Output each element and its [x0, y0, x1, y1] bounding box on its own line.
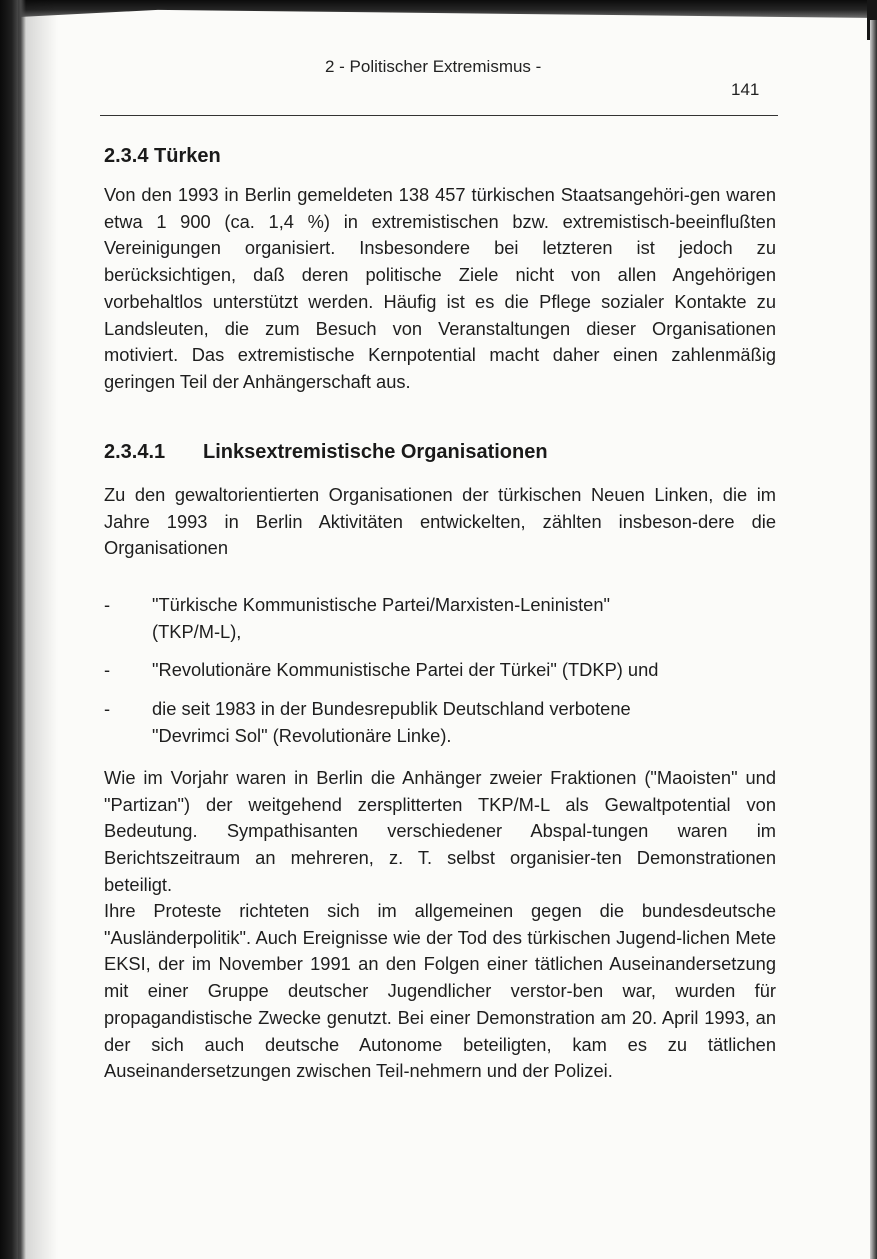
- subsection-title: Linksextremistische Organisationen: [203, 441, 548, 463]
- list-dash: -: [104, 659, 111, 681]
- list-item-line: die seit 1983 in der Bundesrepublik Deutschland verbotene: [152, 698, 631, 720]
- list-item-line: "Devrimci Sol" (Revolutionäre Linke).: [152, 724, 452, 746]
- subsection-heading: [104, 441, 548, 464]
- organisation-list: [104, 592, 774, 762]
- scan-edge-right: [870, 20, 877, 1259]
- subsection-paragraph-1: Wie im Vorjahr waren in Berlin die Anhänger zweier Fraktionen ("Maoisten" und "Partizan") der weitgehend zersplitterten TKP/M-L als Gewaltpotential von Bedeutung. Sympathisanten verschiedener Abspal-tungen waren im Berichtszeitraum an mehreren, z. T. selbst organisier-ten Demonstrationen beteiligt.: [104, 767, 776, 895]
- list-item: [104, 696, 774, 749]
- list-dash: -: [104, 698, 111, 720]
- subsection-number: 2.3.4.1: [104, 441, 166, 463]
- section-heading: 2.3.4 Türken: [104, 145, 221, 167]
- page-number: 141: [731, 80, 760, 99]
- subsection-paragraph-2: Ihre Proteste richteten sich im allgemeinen gegen die bundesdeutsche "Ausländerpolitik". Auch Ereignisse wie der Tod des türkischen Jugend-lichen Mete EKSI, der im November 1991 an den Folgen einer tätlichen Auseinandersetzung mit einer Gruppe deutscher Jugendlicher verstor-ben war, wurden für propagandistische Zwecke genutzt. Bei einer Demonstration am 20. April 1993, an der sich auch deutsche Autonome beteiligten, kam es zu tätlichen Auseinandersetzungen zwischen Teil-nehmern und der Polizei.: [104, 900, 776, 1082]
- section-paragraph: Von den 1993 in Berlin gemeldeten 138 457 türkischen Staatsangehöri-gen waren etwa 1 900 (ca. 1,4 %) in extremistischen bzw. extremistisch-beeinflußten Vereinigungen organisiert. Insbesondere bei letzteren ist jedoch zu berücksichtigen, daß deren politische Ziele nicht von allen Angehörigen vorbehaltlos unterstützt werden. Häufig ist es die Pflege sozialer Kontakte zu Landsleuten, die zum Besuch von Veranstaltungen dieser Organisationen motiviert. Das extremistische Kernpotential macht daher einen zahlenmäßig geringen Teil der Anhängerschaft aus.: [104, 184, 776, 392]
- list-item-line: "Revolutionäre Kommunistische Partei der Türkei" (TDKP) und: [152, 659, 659, 681]
- scan-edge-top: [0, 0, 877, 18]
- running-title: 2 - Politischer Extremismus -: [325, 57, 542, 76]
- header-rule: [100, 115, 778, 116]
- subsection-intro: Zu den gewaltorientierten Organisationen der türkischen Neuen Linken, die im Jahre 1993 in Berlin Aktivitäten entwickelten, zählten insbeson-dere die Organisationen: [104, 484, 776, 559]
- list-item: [104, 592, 774, 645]
- list-item-line: (TKP/M-L),: [152, 620, 242, 642]
- book-gutter-shadow: [18, 0, 58, 1259]
- list-dash: -: [104, 594, 111, 615]
- list-item: [104, 657, 774, 684]
- list-item-line: "Türkische Kommunistische Partei/Marxisten-Leninisten": [152, 594, 610, 615]
